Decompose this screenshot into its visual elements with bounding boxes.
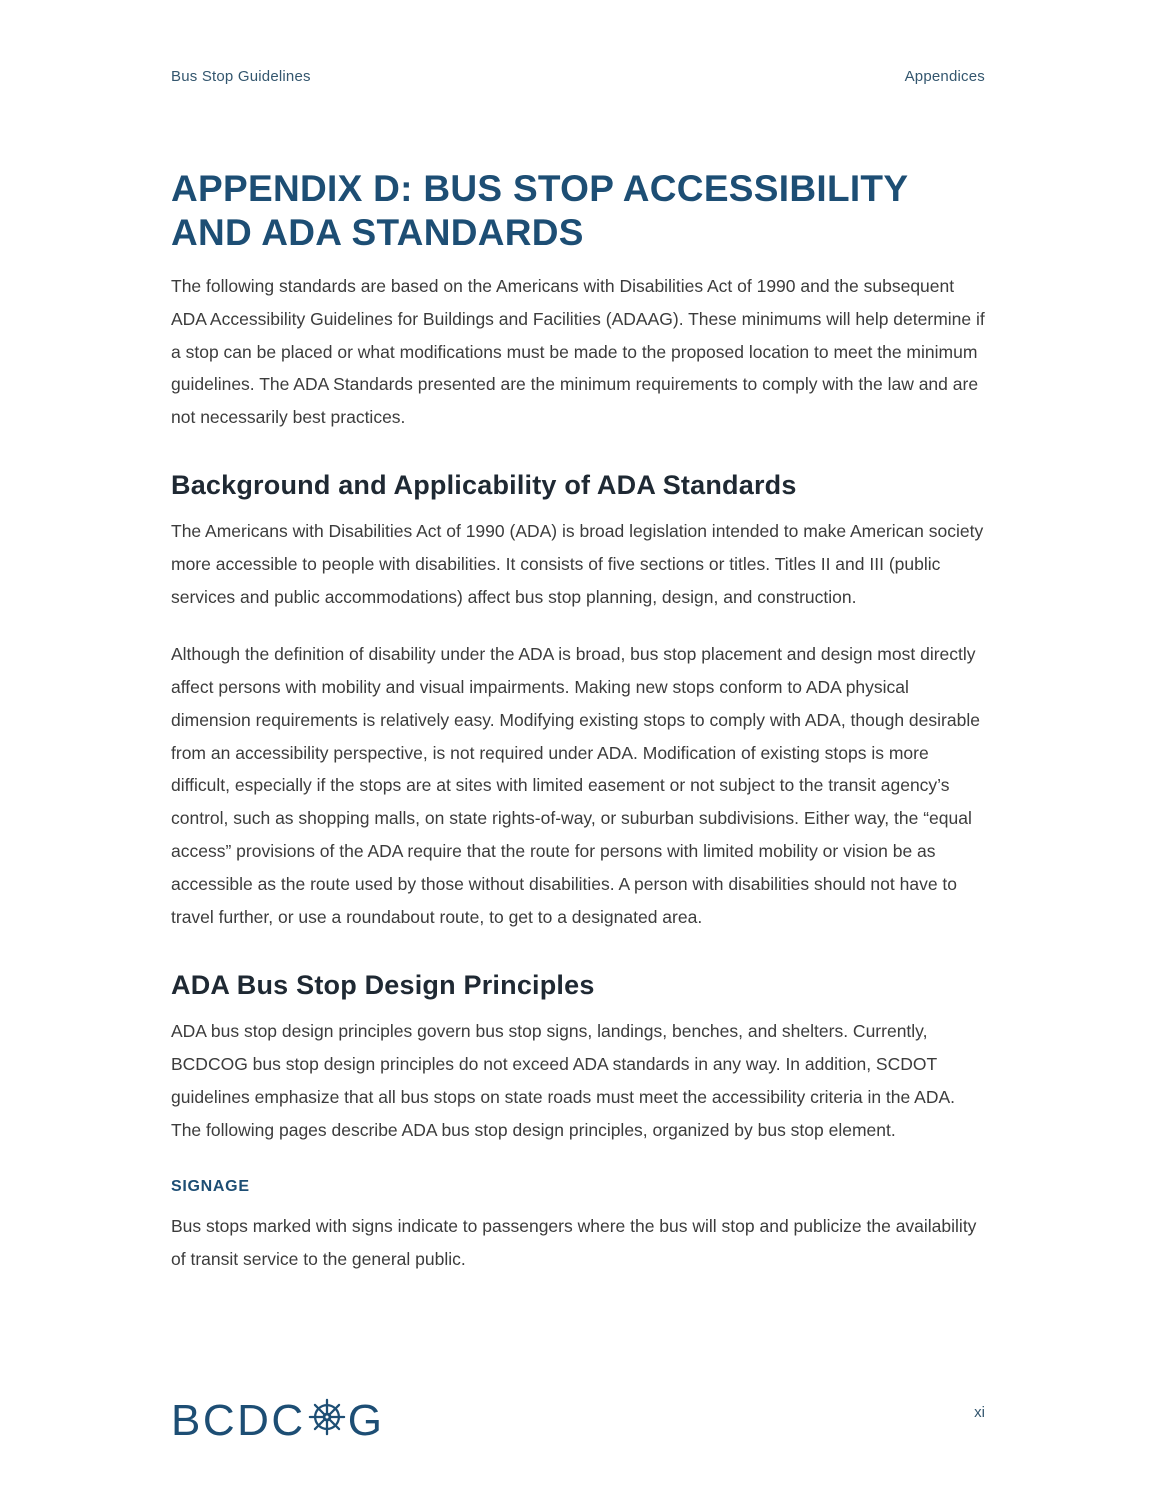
signage-paragraph: Bus stops marked with signs indicate to passengers where the bus will stop and publicize the availability of transit service to the general public. [171,1216,977,1270]
section-heading-background: Background and Applicability of ADA Standards [171,470,797,501]
ship-wheel-icon [308,1398,346,1444]
page-header [171,68,985,85]
page-footer [171,1398,985,1444]
background-paragraph-1: The Americans with Disabilities Act of 1990 (ADA) is broad legislation intended to make American society more accessible to people with disabilities. It consists of five sections or titles. Titles II and III (public services and public accommodations) affect bus stop planning, design, and construction. [171,521,984,608]
page-title-line-1: APPENDIX D: BUS STOP ACCESSIBILITY [171,168,909,209]
section-heading-design-principles: ADA Bus Stop Design Principles [171,969,595,1000]
intro-paragraph: The following standards are based on the Americans with Disabilities Act of 1990 and the subsequent ADA Accessibility Guidelines for Buildings and Facilities (ADAAG). These minimums will help determine if a stop can be placed or what modifications must be made to the proposed location to meet the minimum guidelines. The ADA Standards presented are the minimum requirements to comply with the law and are not necessarily best practices. [171,275,985,428]
background-paragraph-2: Although the definition of disability under the ADA is broad, bus stop placement and design most directly affect persons with mobility and visual impairments. Making new stops conform to ADA physical dimension requirements is relatively easy. Modifying existing stops to comply with ADA, though desirable from an accessibility perspective, is not required under ADA. Modification of existing stops is more difficult, especially if the stops are at sites with limited easement or not subject to the transit agency’s control, such as shopping malls, on state rights-of-way, or suburban subdivisions. Either way, the “equal access” provisions of the ADA require that the route for persons with limited mobility or vision be as accessible as the route used by those without disabilities. A person with disabilities should not have to travel further, or use a roundabout route, to get to a designated area. [171,643,980,928]
header-section-label: Appendices [904,68,985,85]
page-title [171,167,985,256]
logo-text-left: BCDC [171,1396,306,1445]
header-document-title: Bus Stop Guidelines [171,68,311,85]
page-number: xi [974,1404,985,1421]
logo-text-right: G [347,1396,385,1445]
subsection-heading-signage: SIGNAGE [171,1178,250,1196]
bcdcog-logo [171,1398,384,1444]
page-title-line-2: AND ADA STANDARDS [171,212,584,254]
design-principles-paragraph: ADA bus stop design principles govern bus stop signs, landings, benches, and shelters. Currently, BCDCOG bus stop design principles do not exceed ADA standards in any way. In addition, SCDOT guidelines emphasize that all bus stops on state roads must meet the accessibility criteria in the ADA. The following pages describe ADA bus stop design principles, organized by bus stop element. [171,1020,956,1140]
